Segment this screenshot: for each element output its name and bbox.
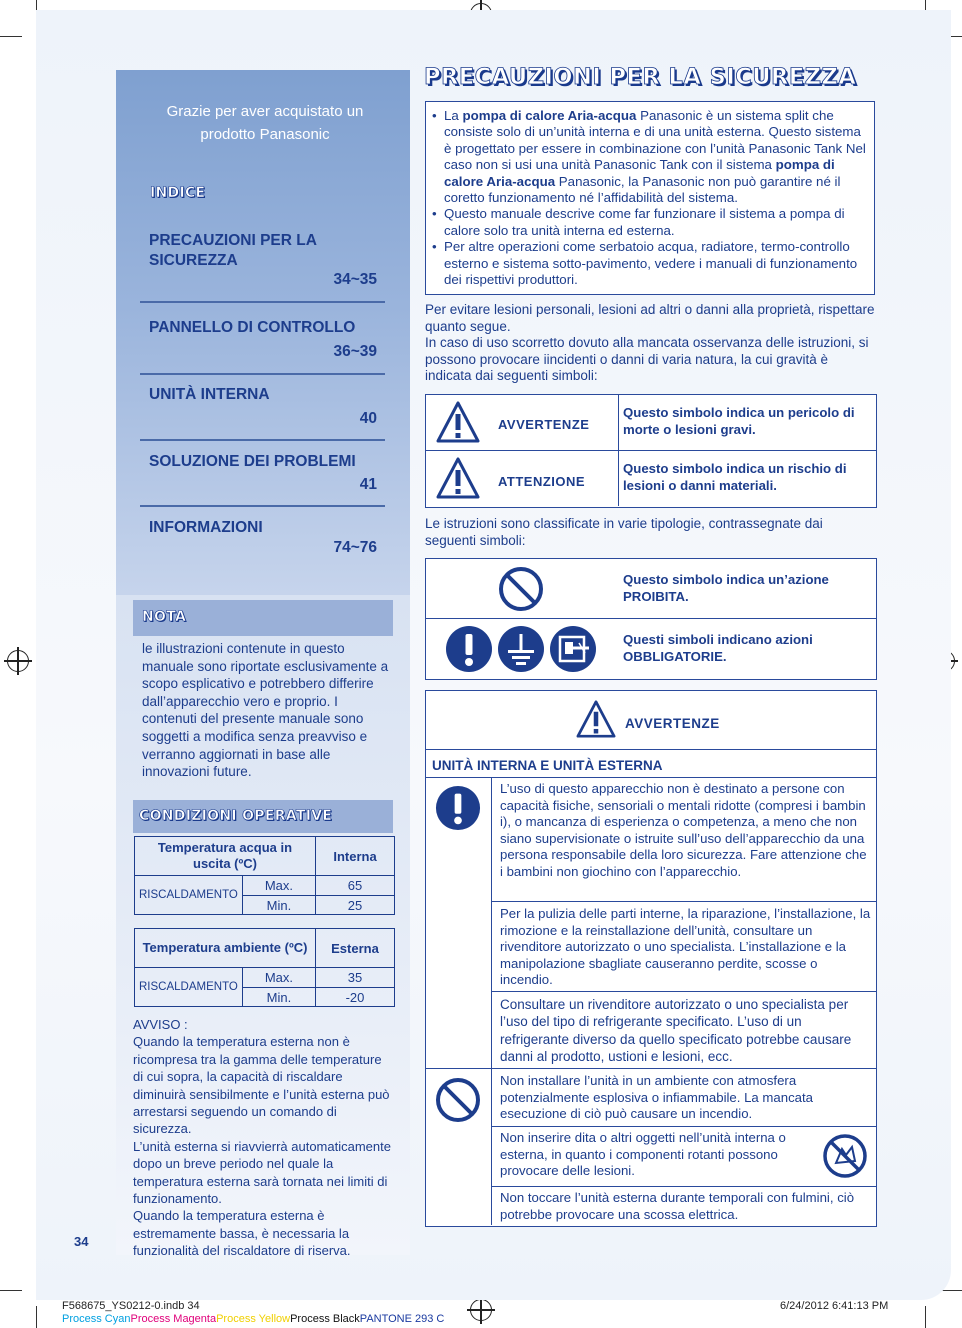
table-header: Temperatura ambiente (ºC) — [135, 929, 316, 968]
toc-item-unita-interna[interactable]: UNITÀ INTERNA — [149, 386, 270, 403]
divider — [491, 1126, 876, 1127]
bullet-text: Panasonic, la Panasonic non può garantire né il coretto funzionamento né l’affidabilità del sistema. — [444, 173, 841, 206]
toc-item-informazioni[interactable]: INFORMAZIONI — [149, 519, 263, 536]
toc-page: 41 — [359, 476, 377, 493]
warning-triangle-icon — [436, 401, 480, 443]
bullet-text: Per altre operazioni come serbatoio acqua, radiatore, termo-controllo esterno e sistema sotto-pavimento, vedere i manuali di funzionamento dei rispettivi produttori. — [444, 239, 858, 288]
avviso-text: AVVISO : Quando la temperatura esterna non è ricompresa tra la gamma delle temperature di cui sopra, la capacità di riscaldare diminuirà sensibilmente e l’unità esterna può arrestarsi seguendo un comando di sicurezza. L’unità esterna si riavvierrà automaticamente dopo un breve periodo nel quale la temperatura esterna sarà tornata nei limiti di funzionamento. Quando la temperatura esterna è estremamente bassa, è necessaria la funzionalità del riscaldatore di riserva. — [133, 1017, 391, 1259]
bullet-bold: pompa di calore Aria-acqua — [444, 157, 835, 189]
file-info: F568675_YS0212-0.indb 34 — [62, 1300, 200, 1312]
toc-item-precauzioni[interactable]: PRECAUZIONI PER LA SICUREZZA — [149, 232, 317, 269]
crop-mark — [925, 1306, 926, 1328]
symbol-description: Questo simbolo indica un pericolo di morte o lesioni gravi. — [623, 405, 855, 437]
max-label: Max. — [242, 876, 315, 896]
divider — [425, 749, 876, 750]
bullet-text: La — [444, 108, 463, 123]
bullet-text: Panasonic è un sistema split che consiste solo di un’unità interna e di una unità esterna. Questo sistema è progettato per essere in combinazione con l’unità Panasonic Tank Nel caso non si usi una unità Panasonic Tank con il sistema — [444, 108, 866, 173]
warning-triangle-icon — [436, 457, 480, 499]
intro-bullet — [426, 108, 874, 206]
crop-mark — [0, 1290, 22, 1291]
intro-box — [425, 101, 875, 295]
min-value: 25 — [316, 896, 395, 915]
registration-mark-icon — [7, 650, 29, 672]
toc-page: 36~39 — [333, 343, 377, 360]
symbol-description: Questi simboli indicano azioni OBBLIGATORIE. — [623, 632, 813, 664]
crop-mark — [36, 1306, 37, 1328]
symbols-paragraph: Le istruzioni sono classificate in varie tipologie, contrassegnate dai seguenti simboli: — [425, 516, 823, 548]
ground-earth-icon — [497, 625, 545, 673]
process-color: Process Cyan — [62, 1313, 131, 1325]
nota-title: NOTA — [142, 609, 187, 625]
max-value: 35 — [316, 968, 395, 988]
symbol-row-avvertenze — [425, 394, 877, 452]
page-number: 34 — [74, 1234, 89, 1249]
max-value: 65 — [316, 876, 395, 896]
crop-mark — [940, 1290, 962, 1291]
mandatory-exclamation-icon — [435, 785, 481, 831]
warnings-section-title: UNITÀ INTERNA E UNITÀ ESTERNA — [432, 758, 663, 773]
process-color: Process Black — [290, 1313, 360, 1325]
prohibited-icon — [435, 1077, 481, 1123]
min-label: Min. — [242, 988, 315, 1007]
divider — [425, 1068, 876, 1069]
warning-item: Non inserire dita o altri oggetti nell’unità interna o esterna, in quanto i componenti rotanti possono provocare delle lesioni. — [500, 1130, 786, 1179]
min-label: Min. — [242, 896, 315, 915]
toc-divider — [140, 439, 385, 441]
toc-divider — [140, 373, 385, 375]
warnings-header: AVVERTENZE — [625, 716, 720, 731]
mode-cell: RISCALDAMENTO — [135, 968, 243, 1007]
mode-cell: RISCALDAMENTO — [135, 876, 243, 915]
crop-mark — [0, 36, 22, 37]
print-date: 6/24/2012 6:41:13 PM — [780, 1300, 889, 1312]
intro-bullet — [426, 239, 874, 288]
divider — [491, 901, 876, 902]
toc-item-pannello[interactable]: PANNELLO DI CONTROLLO — [149, 319, 356, 336]
symbol-description: Questo simbolo indica un rischio di lesioni o danni materiali. — [623, 461, 847, 493]
nota-text: le illustrazioni contenute in questo manuale sono riportate esclusivamente a scopo esplicativo e potrebbero differire dall’apparecchio vero e proprio. I contenuti del presente manuale sono soggetti a modifica senza preavviso e verranno aggiornati in base alle innovazioni future. — [142, 641, 389, 780]
bullet-bold: pompa di calore Aria-acqua — [462, 108, 637, 123]
symbol-label: AVVERTENZE — [498, 417, 590, 432]
thanks-text: Grazie per aver acquistato un prodotto Panasonic — [166, 103, 364, 143]
page-title: PRECAUZIONI PER LA SICUREZZA — [424, 64, 857, 90]
symbol-label: ATTENZIONE — [498, 474, 586, 489]
warning-item: L’uso di questo apparecchio non è destinato a persone con capacità fisiche, sensoriali o mentali ridotte (compresi i bambin i), o mancanza di esperienza o competenza, a meno che non siano supervisionate o istruite sull’uso dell’apparecchio da una persona responsabile della loro sicurezza. Fare attenzione che i bambini non giochino con l’apparecchio. — [500, 781, 867, 879]
warning-item: Per la pulizia delle parti interne, la riparazione, l’installazione, la rimozione e la reinstallazione dell’unità, consultare un rivenditore autorizzato o uno specialista. L’installazione e la manipolazione sbagliate causeranno perdite, scosse o incendio. — [500, 906, 871, 988]
symbol-description: Questo simbolo indica un’azione PROIBITA. — [623, 572, 829, 604]
condizioni-title: CONDIZIONI OPERATIVE — [139, 808, 333, 824]
table-header: Temperatura acqua in uscita (ºC) — [135, 837, 316, 876]
process-color: Process Magenta — [130, 1313, 217, 1325]
bullet-text: Questo manuale descrive come far funzionare il sistema a pompa di calore solo tra unità interna ed esterna. — [444, 206, 845, 238]
toc-divider — [140, 301, 385, 303]
registration-mark-icon — [470, 1299, 492, 1321]
process-color: Process Yellow — [216, 1313, 291, 1325]
warning-item: Consultare un rivenditore autorizzato o uno specialista per l’uso del tipo di refrigerante specificato. L’uso di un refrigerante diverso da quello specificato potrebbe causare danni al prodotto, ustioni e lesioni, ecc. — [500, 997, 852, 1064]
process-color: PANTONE 293 C — [359, 1313, 445, 1325]
toc-item-soluzione[interactable]: SOLUZIONE DEI PROBLEMI — [149, 453, 356, 470]
toc-page: 40 — [359, 410, 377, 427]
operating-table-esterna — [134, 928, 395, 1007]
table-header: Interna — [316, 837, 395, 876]
prohibited-icon — [498, 566, 544, 612]
indice-title: INDICE — [150, 185, 206, 201]
intro-paragraph: Per evitare lesioni personali, lesioni ad altri o danni alla proprietà, rispettare quanto segue. In caso di uso scorretto dovuto alla mancata osservanza delle istruzioni, si possono provocare iincidenti o danni di varia natura, la cui gravità è indicata dai seguenti simboli: — [425, 302, 875, 384]
symbol-row-attenzione — [425, 450, 877, 508]
intro-bullet — [426, 206, 874, 239]
toc-page: 34~35 — [333, 271, 377, 288]
operating-table-interna — [134, 836, 395, 915]
table-header: Esterna — [316, 929, 395, 968]
divider — [491, 1186, 876, 1187]
warning-triangle-icon — [576, 700, 616, 738]
max-label: Max. — [242, 968, 315, 988]
min-value: -20 — [316, 988, 395, 1007]
table-divider — [618, 394, 619, 506]
no-fingers-fan-icon — [822, 1133, 868, 1179]
divider — [491, 777, 492, 1225]
warning-item: Non installare l’unità in un ambiente con atmosfera potenzialmente esplosiva o infiammabile. La mancata esecuzione di ciò può causare un incendio. — [500, 1073, 814, 1122]
toc-page: 74~76 — [333, 539, 377, 556]
warning-item: Non toccare l’unità esterna durante temporali con fulmini, ciò potrebbe provocare una scossa elettrica. — [500, 1190, 855, 1222]
symbol-row-prohibited — [425, 558, 877, 620]
mandatory-exclamation-icon — [445, 625, 493, 673]
divider — [491, 991, 876, 992]
symbol-row-mandatory — [425, 618, 877, 680]
divider — [425, 777, 876, 778]
process-colors — [62, 1313, 444, 1325]
unplug-icon — [549, 625, 597, 673]
toc-divider — [140, 505, 385, 507]
